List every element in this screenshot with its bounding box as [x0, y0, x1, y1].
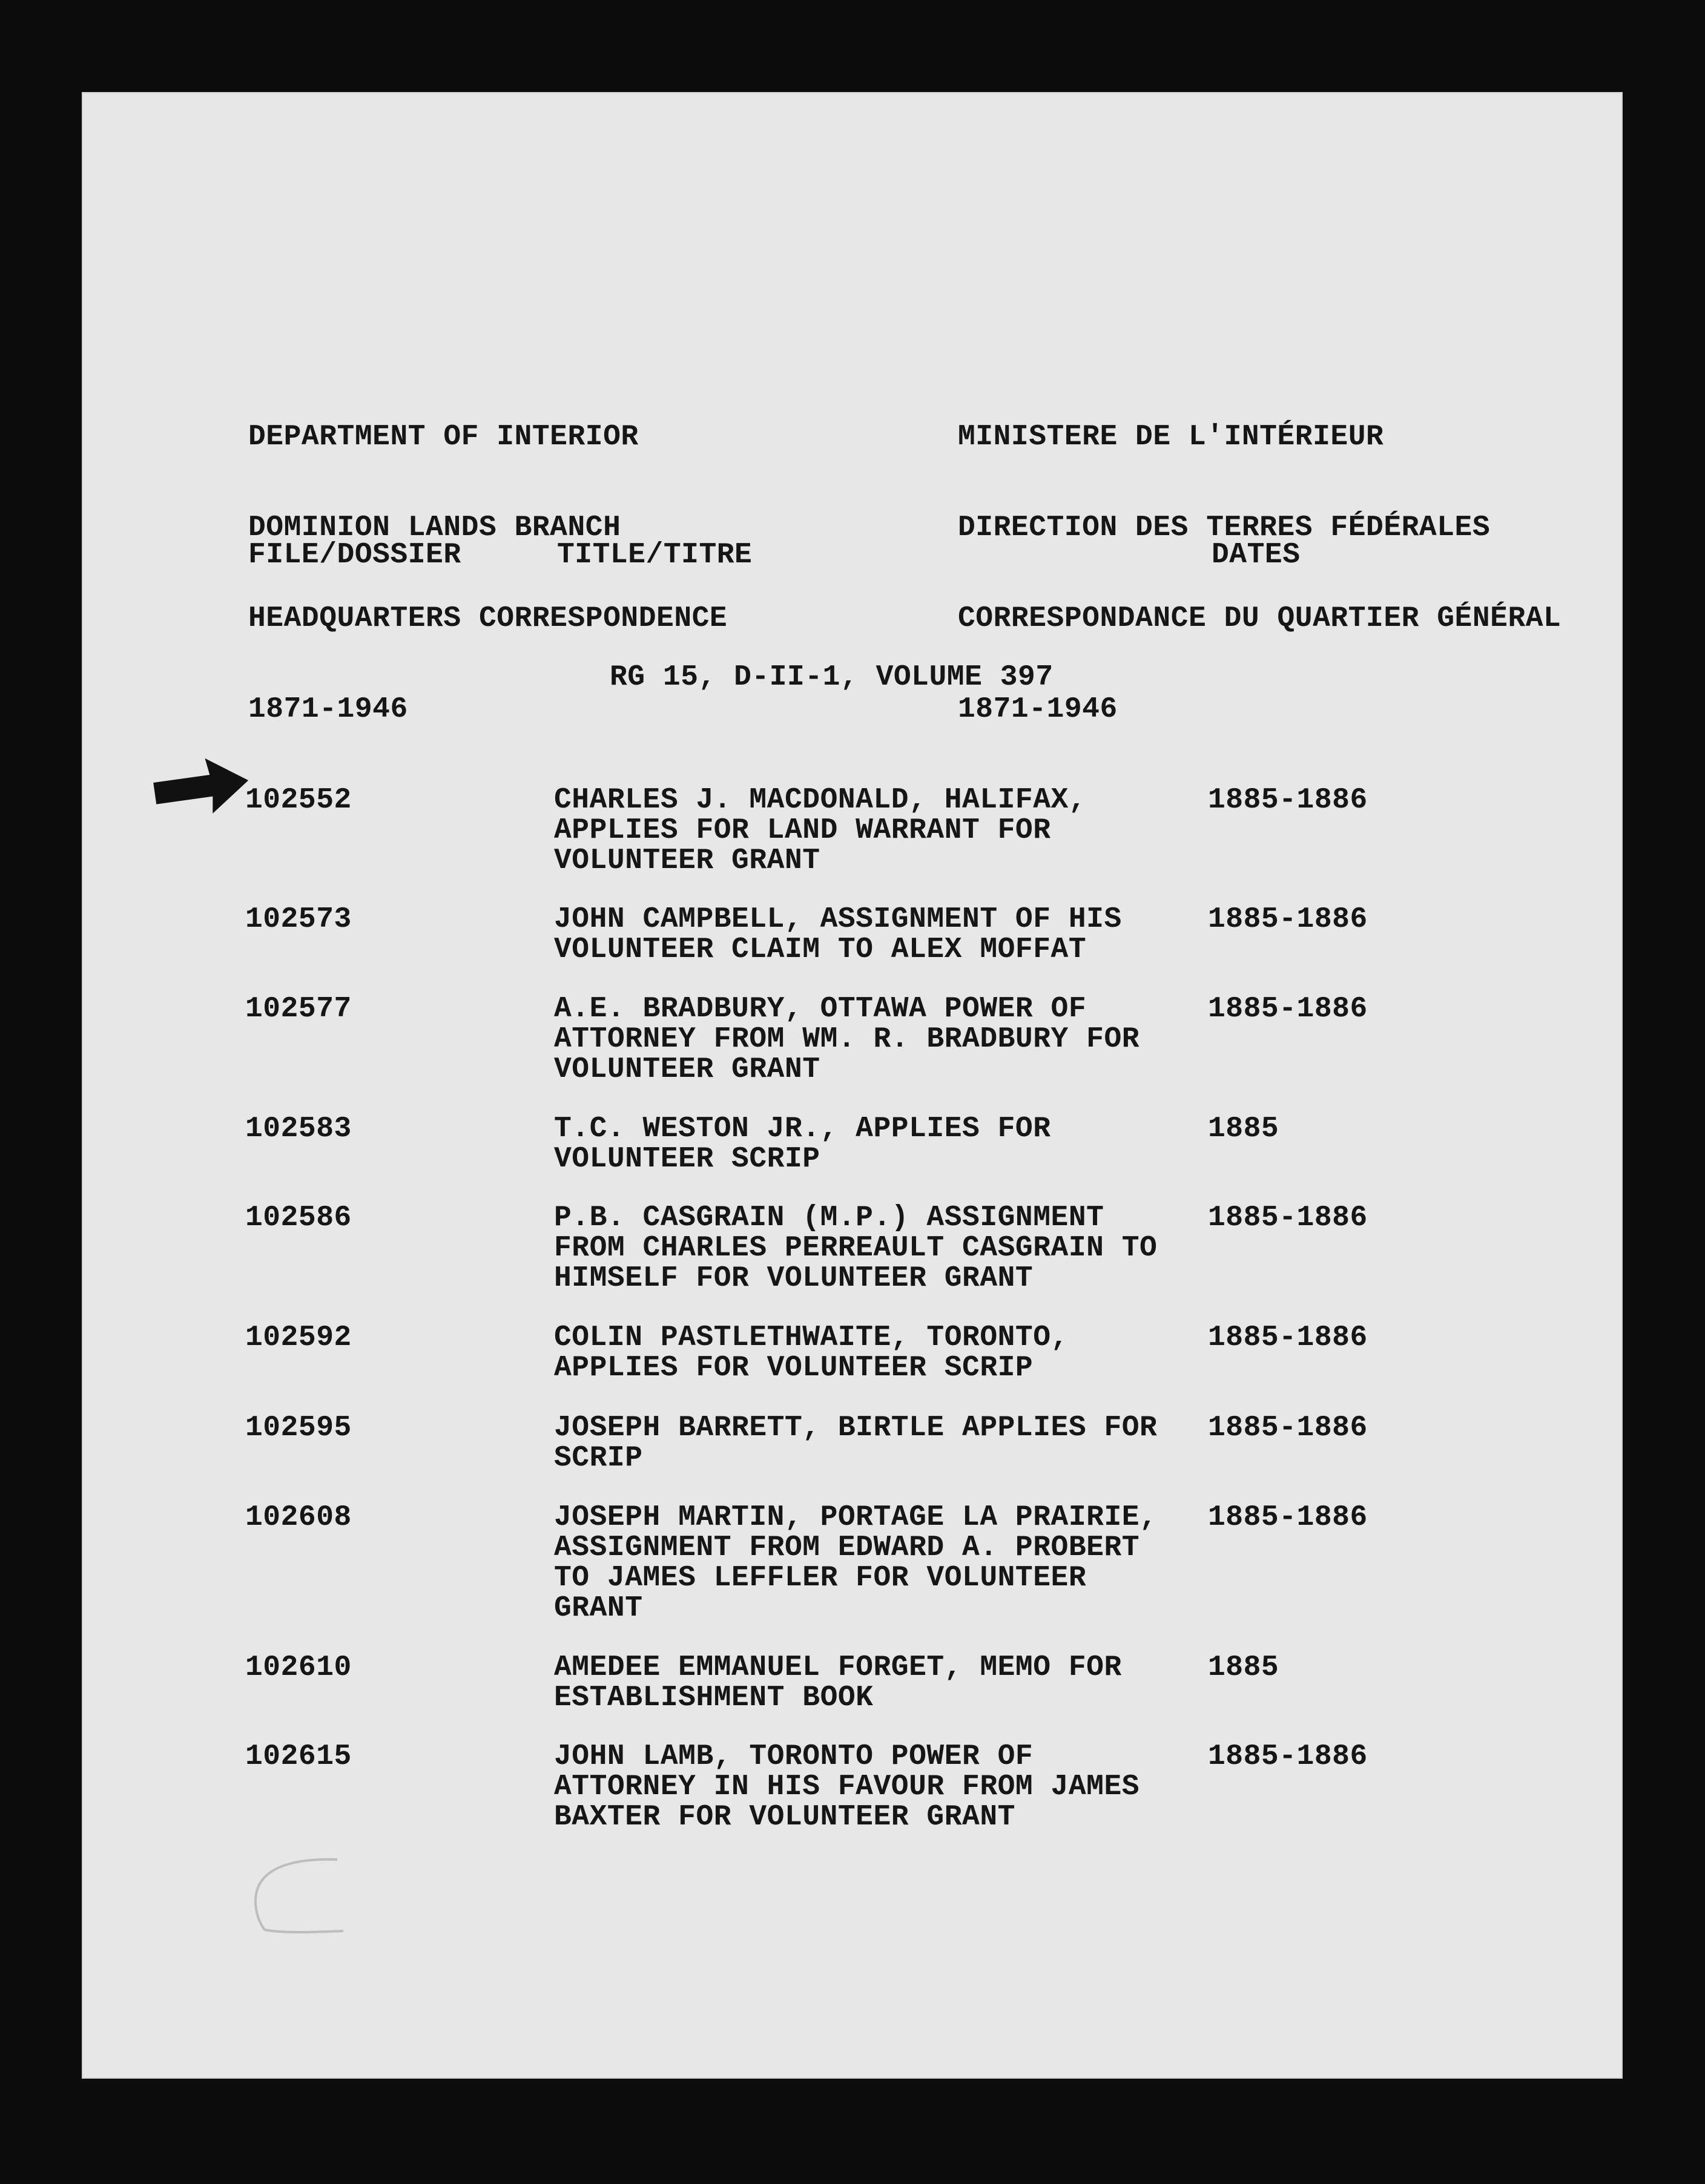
file-title — [554, 1114, 1051, 1174]
file-title-line: ATTORNEY FROM WM. R. BRADBURY FOR — [554, 1023, 1140, 1056]
file-title — [554, 904, 1122, 965]
file-dates: 1885-1886 — [1208, 1740, 1368, 1773]
header-english-line: HEADQUARTERS CORRESPONDENCE — [248, 602, 728, 635]
file-title-line: TO JAMES LEFFLER FOR VOLUNTEER — [554, 1562, 1087, 1594]
column-header-file: FILE/DOSSIER — [248, 539, 461, 571]
file-dates: 1885-1886 — [1208, 1412, 1368, 1444]
file-title — [554, 785, 1086, 876]
file-title-line: CHARLES J. MACDONALD, HALIFAX, — [554, 784, 1087, 817]
header-english-line: DOMINION LANDS BRANCH — [248, 511, 621, 544]
file-title-line: JOSEPH MARTIN, PORTAGE LA PRAIRIE, — [554, 1501, 1158, 1534]
file-title-line: JOHN CAMPBELL, ASSIGNMENT OF HIS — [554, 903, 1122, 936]
arrow-right-icon — [153, 758, 250, 816]
header-french-line: CORRESPONDANCE DU QUARTIER GÉNÉRAL — [958, 602, 1562, 635]
bracket-mark-icon — [246, 1853, 355, 1938]
file-dates: 1885 — [1208, 1113, 1279, 1145]
file-number: 102583 — [245, 1113, 352, 1145]
file-title — [554, 1653, 1122, 1713]
file-title-line: JOSEPH BARRETT, BIRTLE APPLIES FOR — [554, 1412, 1158, 1444]
volume-reference: RG 15, D-II-1, VOLUME 397 — [610, 661, 1054, 694]
file-title-line: AMEDEE EMMANUEL FORGET, MEMO FOR — [554, 1651, 1122, 1684]
file-dates: 1885-1886 — [1208, 784, 1368, 817]
file-dates: 1885 — [1208, 1651, 1279, 1684]
file-number: 102592 — [245, 1321, 352, 1354]
file-number: 102586 — [245, 1202, 352, 1234]
file-title-line: ESTABLISHMENT BOOK — [554, 1682, 874, 1714]
file-number: 102610 — [245, 1651, 352, 1684]
file-title — [554, 1413, 1157, 1473]
file-title-line: JOHN LAMB, TORONTO POWER OF — [554, 1740, 1034, 1773]
file-number: 102615 — [245, 1740, 352, 1773]
file-title — [554, 1742, 1139, 1832]
file-title-line: GRANT — [554, 1592, 643, 1625]
file-dates: 1885-1886 — [1208, 1501, 1368, 1534]
file-dates: 1885-1886 — [1208, 1202, 1368, 1234]
file-dates: 1885-1886 — [1208, 1321, 1368, 1354]
file-number: 102608 — [245, 1501, 352, 1534]
header-english-line: 1871-1946 — [248, 693, 408, 726]
file-title-line: ASSIGNMENT FROM EDWARD A. PROBERT — [554, 1531, 1140, 1564]
file-number: 102552 — [245, 784, 352, 817]
file-title-line: VOLUNTEER GRANT — [554, 844, 820, 877]
file-dates: 1885-1886 — [1208, 993, 1368, 1025]
file-number: 102573 — [245, 903, 352, 936]
file-title-line: FROM CHARLES PERREAULT CASGRAIN TO — [554, 1232, 1158, 1265]
header-french-line: 1871-1946 — [958, 693, 1118, 726]
column-header-title: TITLE/TITRE — [557, 539, 753, 571]
header-english — [248, 361, 727, 785]
file-title — [554, 1323, 1069, 1383]
file-title — [554, 1502, 1157, 1623]
header-english-line: DEPARTMENT OF INTERIOR — [248, 421, 639, 453]
file-title-line: VOLUNTEER GRANT — [554, 1053, 820, 1086]
file-title-line: HIMSELF FOR VOLUNTEER GRANT — [554, 1262, 1034, 1295]
document-page — [82, 92, 1623, 2079]
file-title-line: ATTORNEY IN HIS FAVOUR FROM JAMES — [554, 1771, 1140, 1803]
file-title-line: APPLIES FOR VOLUNTEER SCRIP — [554, 1352, 1034, 1384]
file-number: 102577 — [245, 993, 352, 1025]
file-title-line: BAXTER FOR VOLUNTEER GRANT — [554, 1801, 1015, 1834]
header-french — [958, 361, 1561, 785]
file-title — [554, 994, 1139, 1085]
file-title-line: SCRIP — [554, 1442, 643, 1475]
file-title-line: P.B. CASGRAIN (M.P.) ASSIGNMENT — [554, 1202, 1104, 1234]
file-number: 102595 — [245, 1412, 352, 1444]
column-header-dates: DATES — [1212, 539, 1301, 571]
file-title-line: COLIN PASTLETHWAITE, TORONTO, — [554, 1321, 1069, 1354]
file-title-line: VOLUNTEER CLAIM TO ALEX MOFFAT — [554, 933, 1087, 966]
header-french-line: DIRECTION DES TERRES FÉDÉRALES — [958, 511, 1491, 544]
file-dates: 1885-1886 — [1208, 903, 1368, 936]
file-title-line: A.E. BRADBURY, OTTAWA POWER OF — [554, 993, 1087, 1025]
file-title-line: APPLIES FOR LAND WARRANT FOR — [554, 814, 1051, 847]
file-title-line: VOLUNTEER SCRIP — [554, 1143, 820, 1176]
file-title-line: T.C. WESTON JR., APPLIES FOR — [554, 1113, 1051, 1145]
header-french-line: MINISTERE DE L'INTÉRIEUR — [958, 421, 1384, 453]
file-title — [554, 1203, 1157, 1294]
